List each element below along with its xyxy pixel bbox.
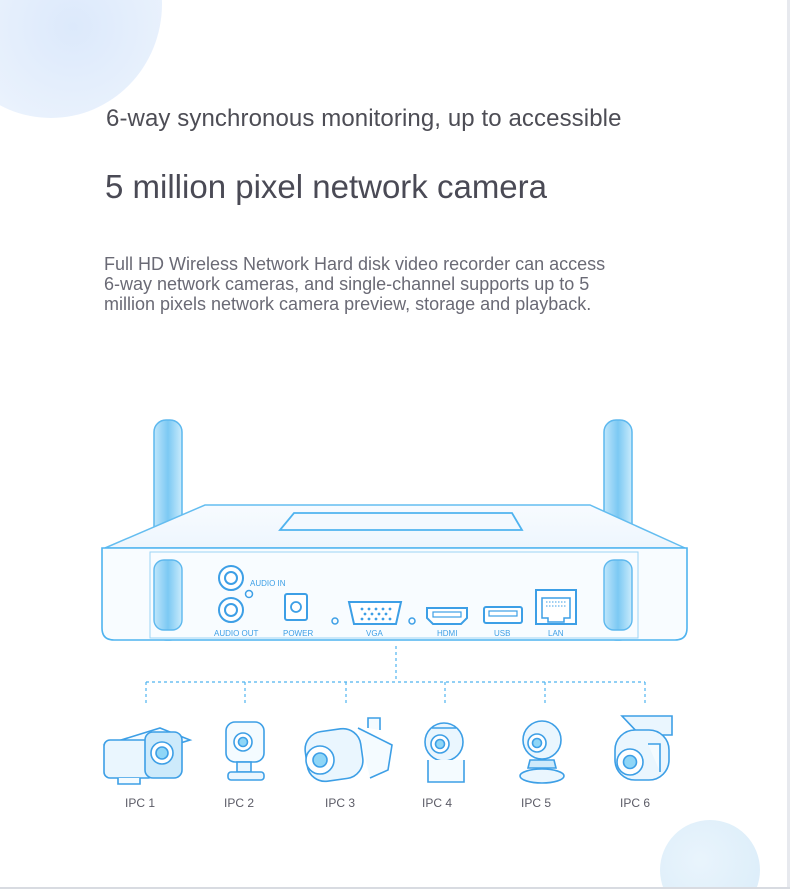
audio-out-label: AUDIO OUT (214, 629, 259, 638)
hdmi-port (427, 608, 467, 624)
ipc-4-camera-icon (425, 723, 464, 782)
power-port (285, 594, 307, 620)
antenna-right-base (604, 560, 632, 630)
vga-label: VGA (366, 629, 383, 638)
ipc-6-label: IPC 6 (619, 796, 650, 810)
usb-label: USB (494, 629, 511, 638)
ipc-1-label: IPC 1 (124, 796, 155, 810)
ipc-2-camera-icon (226, 722, 264, 780)
ipc-1-camera-icon (104, 728, 190, 784)
connection-lines (146, 646, 645, 705)
description-line: million pixels network camera preview, storage and playback. (104, 294, 592, 314)
nvr-logo-plate (280, 513, 522, 530)
power-label: POWER (283, 629, 314, 638)
headline-line-1: 6-way synchronous monitoring, up to accessible (106, 105, 622, 132)
ipc-6-camera-icon (615, 716, 672, 780)
audio-in-label: AUDIO IN (250, 579, 286, 588)
headline-line-2: 5 million pixel network camera (105, 168, 548, 205)
ipc-3-label: IPC 3 (324, 796, 355, 810)
antenna-left-base (154, 560, 182, 630)
lan-port (536, 590, 576, 624)
ipc-3-camera-icon (303, 718, 392, 784)
ipc-5-label: IPC 5 (520, 796, 551, 810)
description-line: 6-way network cameras, and single-channel supports up to 5 (104, 274, 590, 294)
ipc-4-label: IPC 4 (421, 796, 452, 810)
audio-out-port (219, 598, 243, 622)
hdmi-label: HDMI (437, 629, 458, 638)
ipc-2-label: IPC 2 (223, 796, 254, 810)
ipc-5-camera-icon (520, 721, 564, 783)
nvr-front-panel (102, 548, 687, 640)
lan-label: LAN (548, 629, 564, 638)
usb-port (484, 607, 522, 623)
vga-port (349, 602, 401, 624)
description-line: Full HD Wireless Network Hard disk video recorder can access (104, 254, 606, 274)
